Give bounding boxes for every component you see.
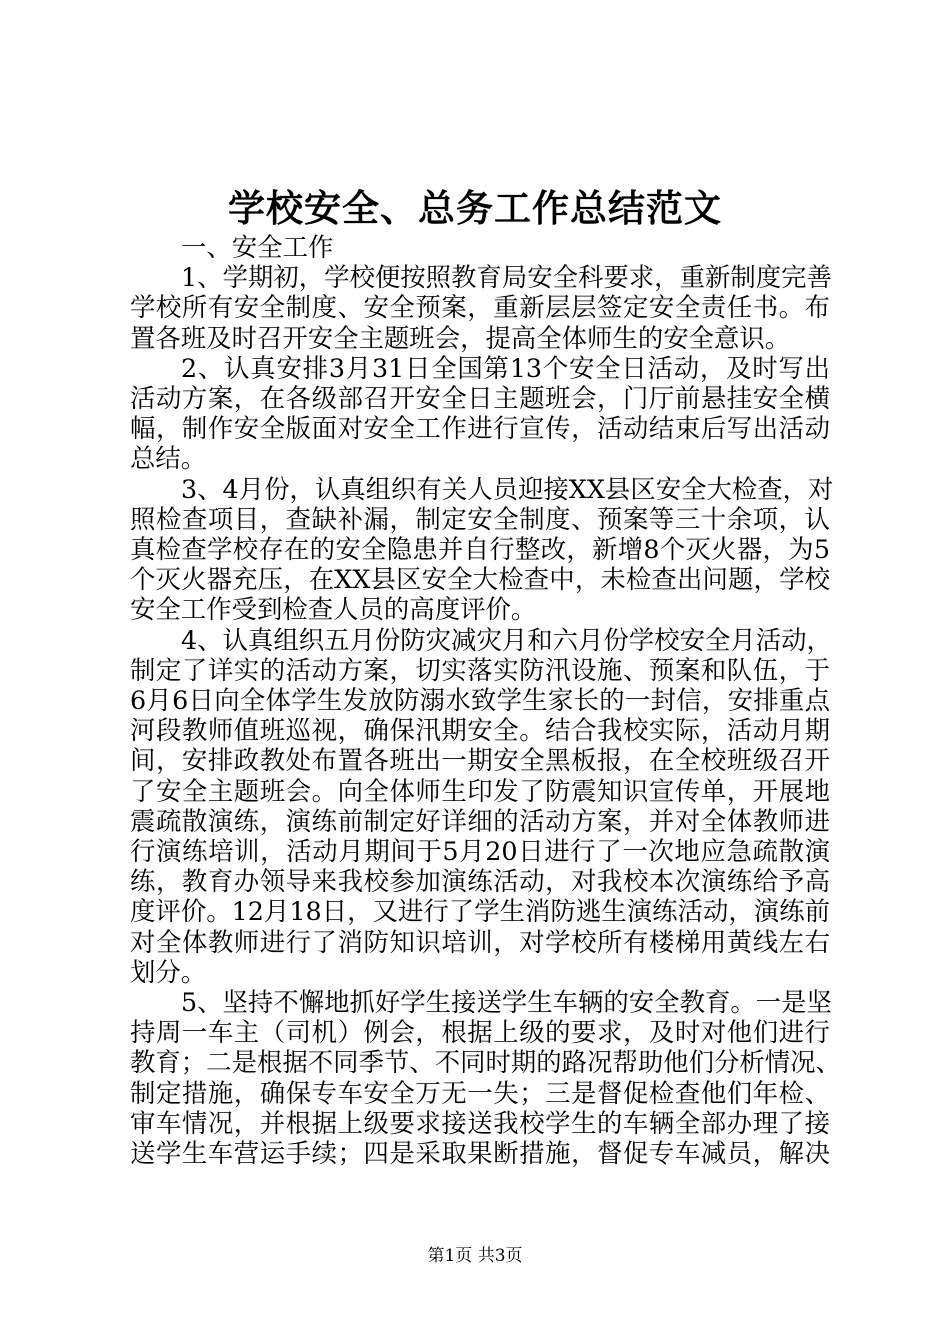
- paragraph-line: 幅，制作安全版面对安全工作进行宣传，活动结束后写出活动: [130, 413, 830, 444]
- paragraph-line: 3、4月份，认真组织有关人员迎接XX县区安全大检查，对: [181, 473, 834, 504]
- paragraph-line: 对全体教师进行了消防知识培训，对学校所有楼梯用黄线左右: [130, 926, 830, 957]
- paragraph-line: 持周一车主（司机）例会，根据上级的要求，及时对他们进行: [130, 1017, 830, 1048]
- paragraph-line: 震疏散演练，演练前制定好详细的活动方案，并对全体教师进: [130, 805, 830, 836]
- paragraph-line: 活动方案，在各级部召开安全日主题班会，门厅前悬挂安全横: [130, 383, 830, 414]
- paragraph-line: 1、学期初，学校便按照教育局安全科要求，重新制度完善: [181, 262, 832, 293]
- paragraph-line: 制定了详实的活动方案，切实落实防汛设施、预案和队伍，于: [130, 654, 830, 685]
- paragraph-line: 教育；二是根据不同季节、不同时期的路况帮助他们分析情况、: [130, 1047, 841, 1078]
- paragraph-line: 了安全主题班会。向全体师生印发了防震知识宣传单，开展地: [130, 775, 830, 806]
- paragraph-line: 学校所有安全制度、安全预案，重新层层签定安全责任书。布: [130, 292, 830, 323]
- paragraph-line: 审车情况，并根据上级要求接送我校学生的车辆全部办理了接: [130, 1107, 830, 1138]
- paragraph-line: 5、坚持不懈地抓好学生接送学生车辆的安全教育。一是坚: [181, 987, 832, 1018]
- paragraph-line: 间，安排政教处布置各班出一期安全黑板报，在全校班级召开: [130, 745, 830, 776]
- document-title: 学校安全、总务工作总结范文: [228, 186, 722, 230]
- paragraph-line: 行演练培训，活动月期间于5月20日进行了一次地应急疏散演: [130, 836, 830, 867]
- paragraph-line: 4、认真组织五月份防灾减灾月和六月份学校安全月活动，: [181, 624, 832, 655]
- page-number-footer: 第1页 共3页: [427, 1246, 523, 1266]
- paragraph-line: 练，教育办领导来我校参加演练活动，对我校本次演练给予高: [130, 866, 830, 897]
- paragraph-line: 个灭火器充压，在XX县区安全大检查中，未检查出问题，学校: [130, 564, 830, 595]
- paragraph-line: 制定措施，确保专车安全万无一失；三是督促检查他们年检、: [130, 1077, 830, 1108]
- paragraph-line: 照检查项目，查缺补漏，制定安全制度、预案等三十余项，认: [130, 503, 830, 534]
- paragraph-line: 划分。: [130, 956, 207, 987]
- paragraph-line: 送学生车营运手续；四是采取果断措施，督促专车减员，解决: [130, 1138, 830, 1169]
- paragraph-line: 河段教师值班巡视，确保汛期安全。结合我校实际，活动月期: [130, 715, 830, 746]
- paragraph-line: 置各班及时召开安全主题班会，提高全体师生的安全意识。: [130, 322, 791, 353]
- section-heading: 一、安全工作: [181, 232, 334, 262]
- paragraph-line: 2、认真安排3月31日全国第13个安全日活动，及时写出: [181, 352, 830, 383]
- paragraph-line: 安全工作受到检查人员的高度评价。: [130, 594, 537, 625]
- document-body: [130, 232, 841, 1169]
- paragraph-line: 真检查学校存在的安全隐患并自行整改，新增8个灭火器，为5: [130, 534, 830, 565]
- paragraph-line: 总结。: [130, 443, 207, 474]
- paragraph-line: 6月6日向全体学生发放防溺水致学生家长的一封信，安排重点: [130, 685, 830, 716]
- paragraph-line: 度评价。12月18日，又进行了学生消防逃生演练活动，演练前: [130, 896, 830, 927]
